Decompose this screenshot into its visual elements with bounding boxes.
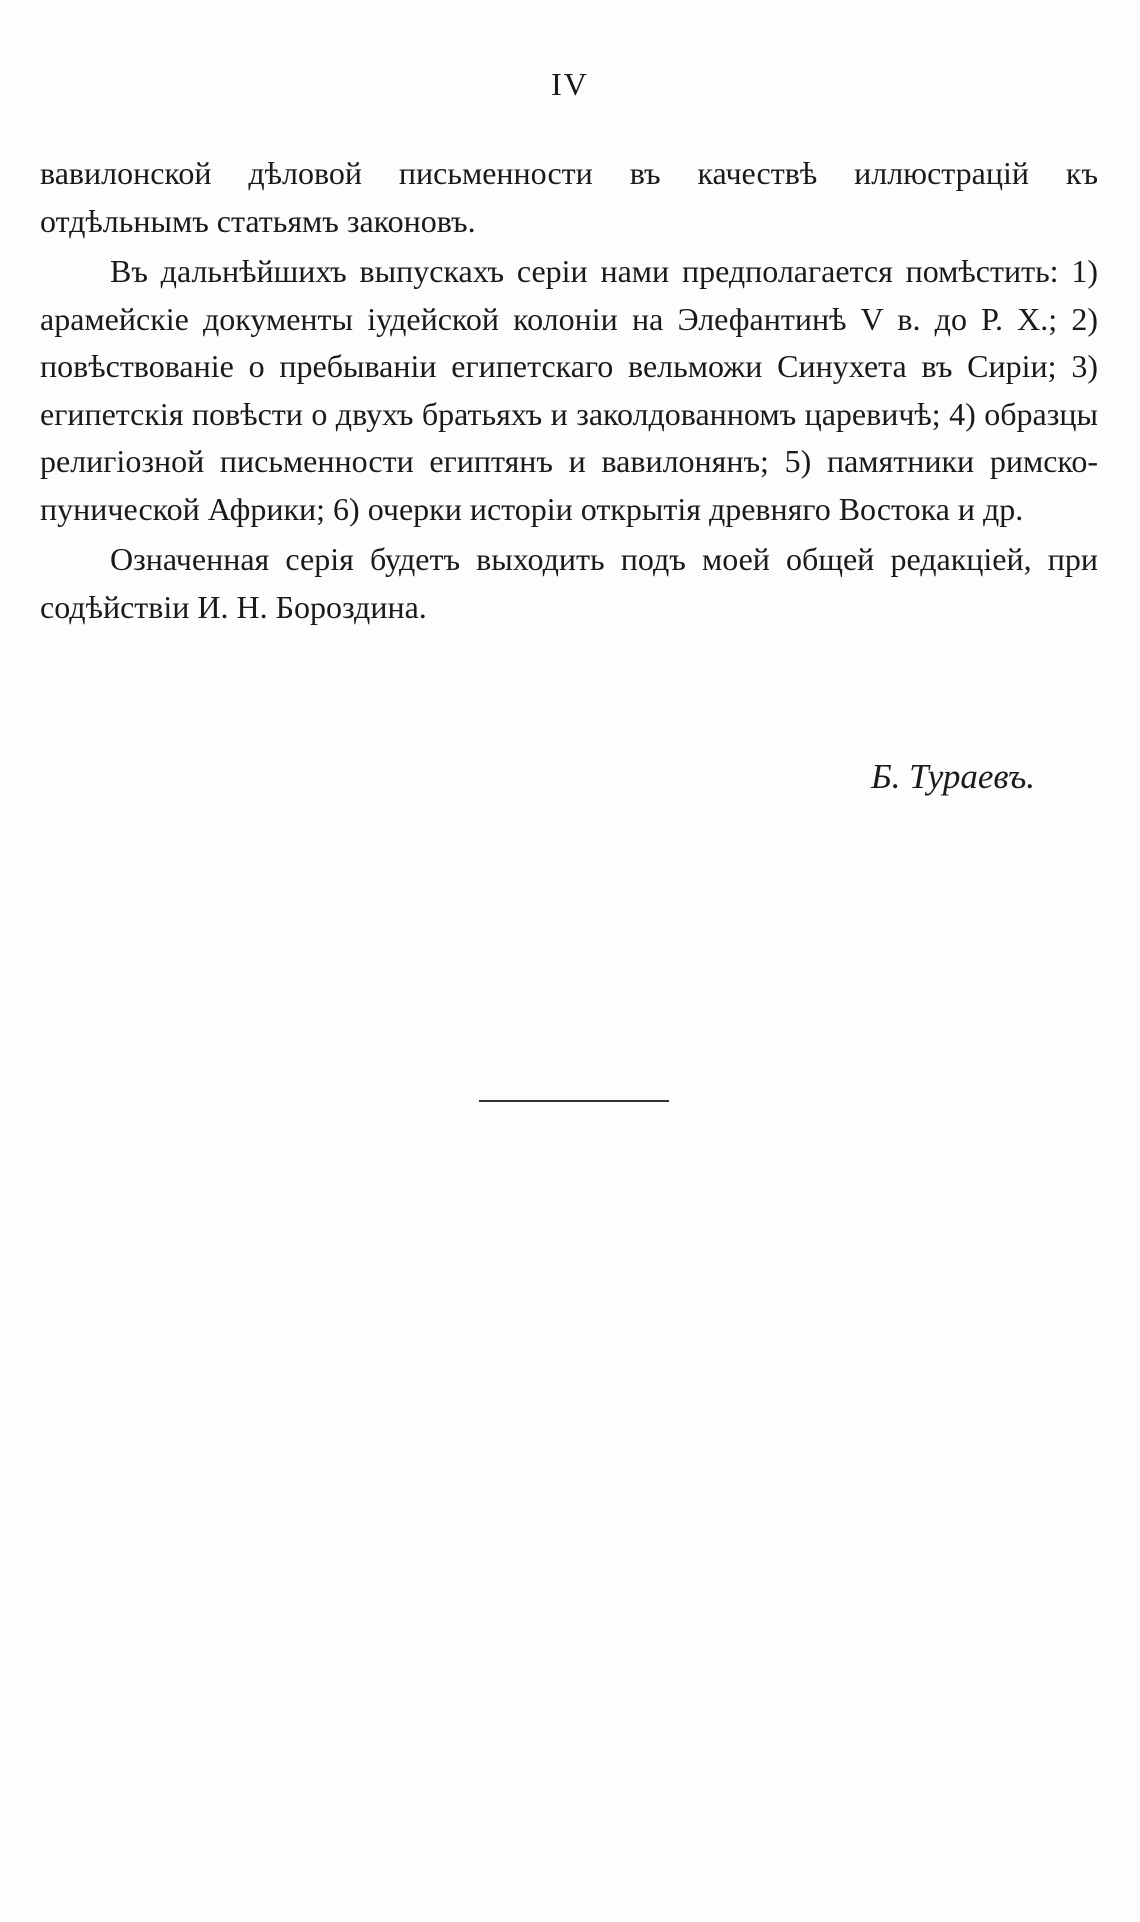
paragraph-future-issues: Въ дальнѣйшихъ выпускахъ серіи нами предполагается помѣстить: 1) арамейскіе документы іудейской колоніи на Элефантинѣ V в. до Р. X.; 2) повѣствованіе о пребываніи египетскаго вельможи Синухета въ Сиріи; 3) египетскія повѣсти о двухъ братьяхъ и заколдованномъ царевичѣ; 4) образцы религіозной письменности египтянъ и вавилонянъ; 5) памятники римско-пунической Африки; 6) очерки исторіи открытія древняго Востока и др. [40, 253, 1098, 527]
paragraph-continuation: вавилонской дѣловой письменности въ качествѣ иллюстрацій къ отдѣльнымъ статьямъ законовъ. [40, 155, 1098, 239]
author-signature: Б. Тураевъ. [870, 757, 1035, 796]
page-number: IV [551, 66, 589, 102]
section-divider [479, 1100, 669, 1102]
body-text [40, 150, 1098, 631]
paragraph-series-editor: Означенная серія будетъ выходить подъ моей общей редакціей, при содѣйствіи И. Н. Бороздина. [40, 541, 1098, 625]
